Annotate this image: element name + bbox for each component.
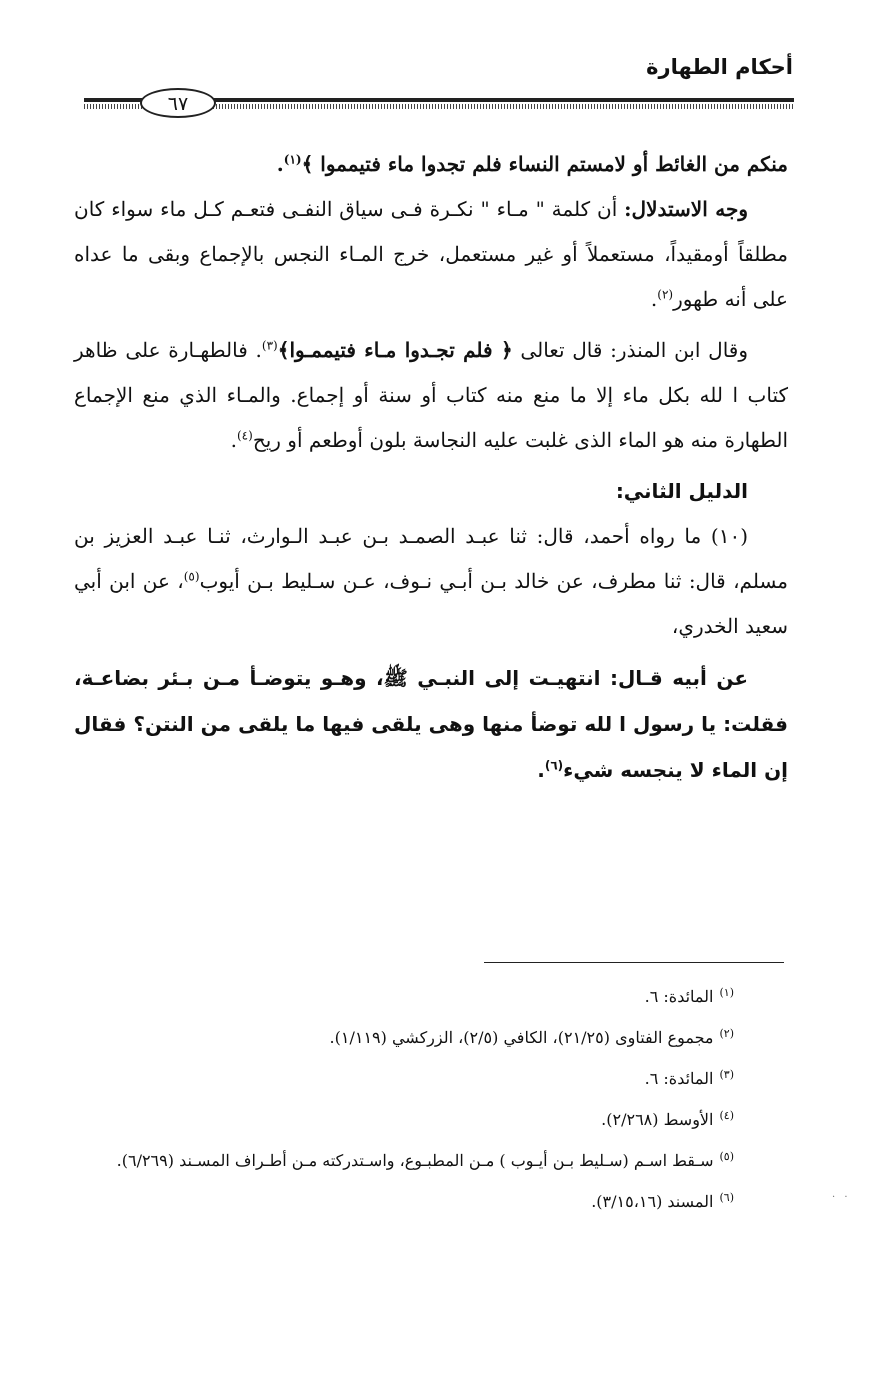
section-heading: الدليل الثاني: xyxy=(615,479,748,503)
footnote-ref-4: (٤) xyxy=(236,428,253,443)
isnad-tail: ، عن ابن أبي سعيد الخدري، xyxy=(74,569,788,638)
footnote-ref-1: (١) xyxy=(283,152,302,167)
footnote-4 xyxy=(74,1099,734,1140)
footnote-text: المائدة: ٦. xyxy=(644,987,714,1006)
punctuation: . xyxy=(230,428,237,452)
footnote-mark: (٦) xyxy=(719,1190,734,1204)
isnad-paragraph xyxy=(74,514,788,649)
footnote-mark: (٥) xyxy=(719,1149,734,1163)
punctuation: . xyxy=(650,287,658,311)
footnote-3 xyxy=(74,1058,734,1099)
evidence-label: وجه الاستدلال: xyxy=(624,197,749,221)
hadith-paragraph xyxy=(74,655,788,793)
quran-verse-text: منكم من الغائط أو لامستم النساء فلم تجدوا ماء فتيمموا ﴾ xyxy=(301,152,788,176)
main-text xyxy=(74,142,788,793)
footnote-mark: (٢) xyxy=(719,1026,734,1040)
page-number: ٦٧ xyxy=(140,88,216,118)
footnote-5 xyxy=(74,1140,734,1181)
footnote-separator xyxy=(484,962,784,963)
footnote-text: مجموع الفتاوى (٢١/٢٥)، الكافي (٢/٥)، الزركشي (١/١١٩). xyxy=(329,1028,714,1047)
footnote-text: الأوسط (٢/٢٦٨). xyxy=(601,1110,714,1129)
hadith-text: عن أبيه قـال: انتهيـت إلى النبـي ﷺ، وهـو يتوضـأ مـن بـئر بضاعـة، فقلت: يا رسول ا لله توضأ منها وهى يلقى فيها ما يلقى من النتن؟ فقال إن الماء لا ينجسه شيء xyxy=(74,666,788,782)
punctuation: . xyxy=(276,152,284,176)
mundhir-quran-quote: ﴿ فلم تجـدوا مـاء فتيممـوا﴾ xyxy=(277,338,513,362)
footnote-1 xyxy=(74,976,734,1017)
scan-edge-dots: · · xyxy=(832,1192,851,1203)
quran-verse-continuation xyxy=(74,142,788,187)
evidence-text: أن كلمة " مـاء " نكـرة فـى سياق النفـى فتعـم كـل ماء سواء كان مطلقاً أومقيداً، مستعملاً أو غير مستعمل، خرج المـاء النجس بالإجماع وبقى ما عداه على أنه طهور xyxy=(74,197,788,311)
isnad-text: (١٠) ما رواه أحمد، قال: ثنا عبـد الصمـد بـن عبـد الـوارث، ثنـا عبـد العزيز بن مسلم، قال: ثنا مطرف، عن خالد بـن أبـي نـوف، عـن سـليط بـن أيوب xyxy=(74,524,789,593)
footnote-mark: (٣) xyxy=(719,1067,734,1081)
mundhir-intro: وقال ابن المنذر: قال تعالى xyxy=(512,338,749,362)
evidence-paragraph xyxy=(74,187,788,322)
footnote-text: المسند (٣/١٥،١٦). xyxy=(591,1192,714,1211)
footnote-2 xyxy=(74,1017,734,1058)
ibn-mundhir-paragraph xyxy=(74,328,788,463)
running-title: أحكام الطهارة xyxy=(646,55,793,79)
footnote-ref-6: (٦) xyxy=(544,758,564,773)
footnotes xyxy=(74,976,734,1222)
footnote-text: سـقط اسـم (سـليط بـن أيـوب ) مـن المطبـوع، واسـتدركته مـن أطـراف المسـند (٦/٢٦٩). xyxy=(116,1151,714,1170)
footnote-ref-3: (٣) xyxy=(261,338,278,353)
footnote-mark: (٤) xyxy=(719,1108,734,1122)
footnote-ref-2: (٢) xyxy=(657,287,674,302)
punctuation: . xyxy=(537,758,545,782)
footnote-ref-5: (٥) xyxy=(183,569,200,584)
footnote-6 xyxy=(74,1181,734,1222)
footnote-text: المائدة: ٦. xyxy=(644,1069,714,1088)
footnote-mark: (١) xyxy=(719,985,734,999)
mundhir-text: . فالطهـارة على ظاهر كتاب ا لله بكل ماء إلا ما منع منه كتاب أو سنة أو إجماع. والمـاء الذي منع الإجماع الطهارة منه هو الماء الذى غلبت عليه النجاسة بلون أوطعم أو ريح xyxy=(74,338,788,452)
